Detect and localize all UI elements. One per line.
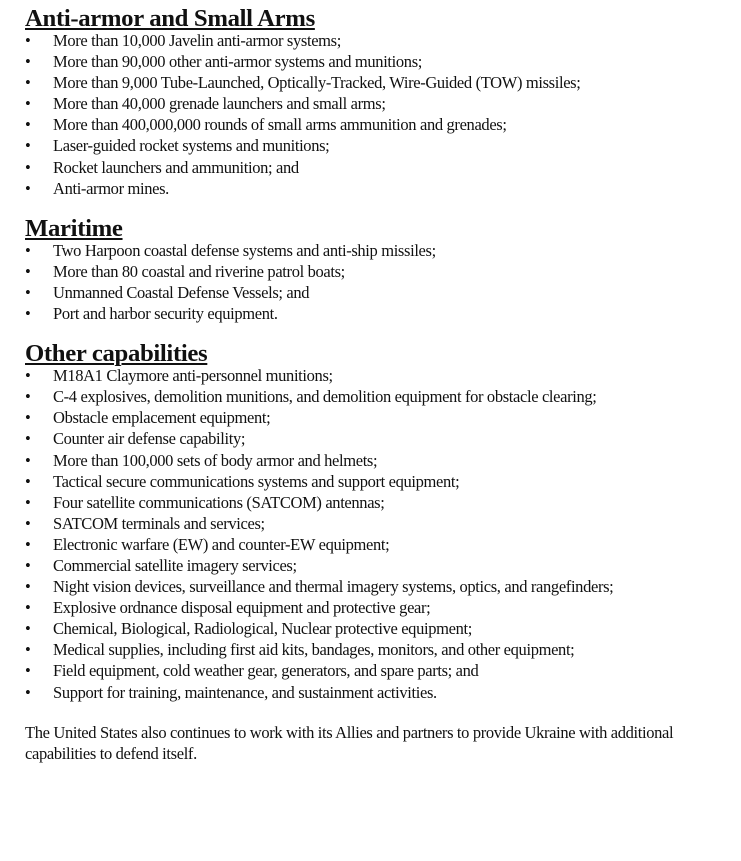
list-item: • Medical supplies, including first aid kits, bandages, monitors, and other equipment; [25, 640, 575, 660]
bullet-icon: • [25, 178, 31, 198]
list-item: • Commercial satellite imagery services; [25, 555, 297, 575]
bullet-icon: • [25, 471, 31, 491]
bullet-icon: • [25, 31, 31, 50]
bullet-icon: • [25, 492, 31, 512]
list-item: • More than 400,000,000 rounds of small arms ammunition and grenades; [25, 115, 507, 135]
bullet-icon: • [25, 157, 31, 177]
list-item: • Port and harbor security equipment. [25, 304, 278, 324]
bullet-icon: • [25, 115, 31, 135]
bullet-icon: • [25, 534, 31, 554]
list-item: • Two Harpoon coastal defense systems and anti-ship missiles; [25, 240, 436, 260]
list-item: • SATCOM terminals and services; [25, 513, 265, 533]
section-heading-other-capabilities: Other capabilities [25, 340, 208, 368]
bullet-icon: • [25, 661, 31, 681]
bullet-icon: • [25, 555, 31, 575]
list-item: • More than 80 coastal and riverine patrol boats; [25, 261, 345, 281]
bullet-icon: • [25, 598, 31, 618]
other-capabilities-list [25, 365, 741, 703]
section-heading-maritime: Maritime [25, 214, 123, 242]
section-heading-anti-armor: Anti-armor and Small Arms [25, 5, 315, 32]
bullet-icon: • [25, 366, 31, 386]
bullet-icon: • [25, 429, 31, 449]
list-item: • Rocket launchers and ammunition; and [25, 157, 299, 177]
bullet-icon: • [25, 240, 31, 260]
bullet-icon: • [25, 640, 31, 660]
bullet-icon: • [25, 450, 31, 470]
list-item: • Obstacle emplacement equipment; [25, 408, 271, 428]
list-item: • Unmanned Coastal Defense Vessels; and [25, 282, 310, 302]
bullet-icon: • [25, 136, 31, 156]
list-item: • Counter air defense capability; [25, 429, 246, 449]
list-item: • Explosive ordnance disposal equipment and protective gear; [25, 598, 431, 618]
list-item: • Tactical secure communications systems and support equipment; [25, 471, 460, 491]
list-item: • More than 10,000 Javelin anti-armor systems; [25, 31, 341, 50]
list-item: • Field equipment, cold weather gear, generators, and spare parts; and [25, 661, 479, 681]
bullet-icon: • [25, 282, 31, 302]
bullet-icon: • [25, 513, 31, 533]
list-item: • Night vision devices, surveillance and thermal imagery systems, optics, and rangefinders; [25, 577, 614, 597]
bullet-icon: • [25, 408, 31, 428]
closing-paragraph: The United States also continues to work with its Allies and partners to provide Ukraine with additional capabilities to defend itself. [25, 722, 674, 764]
list-item: • Anti-armor mines. [25, 178, 169, 198]
list-item: • M18A1 Claymore anti-personnel munitions; [25, 366, 333, 386]
list-item: • Laser-guided rocket systems and munitions; [25, 136, 330, 156]
bullet-icon: • [25, 387, 31, 407]
list-item: • Electronic warfare (EW) and counter-EW equipment; [25, 534, 390, 554]
bullet-icon: • [25, 73, 31, 93]
bullet-icon: • [25, 304, 31, 324]
list-item: • More than 100,000 sets of body armor and helmets; [25, 450, 378, 470]
list-item: • Four satellite communications (SATCOM) antennas; [25, 492, 385, 512]
list-item: • Support for training, maintenance, and sustainment activities. [25, 682, 437, 702]
anti-armor-list [25, 30, 741, 199]
list-item: • Chemical, Biological, Radiological, Nuclear protective equipment; [25, 619, 472, 639]
bullet-icon: • [25, 577, 31, 597]
bullet-icon: • [25, 682, 31, 702]
list-item: • More than 90,000 other anti-armor systems and munitions; [25, 52, 423, 72]
list-item: • C-4 explosives, demolition munitions, and demolition equipment for obstacle clearing; [25, 387, 597, 407]
bullet-icon: • [25, 261, 31, 281]
bullet-icon: • [25, 94, 31, 114]
bullet-icon: • [25, 619, 31, 639]
maritime-list [25, 240, 741, 324]
bullet-icon: • [25, 52, 31, 72]
list-item: • More than 9,000 Tube-Launched, Optically-Tracked, Wire-Guided (TOW) missiles; [25, 73, 581, 93]
list-item: • More than 40,000 grenade launchers and small arms; [25, 94, 386, 114]
